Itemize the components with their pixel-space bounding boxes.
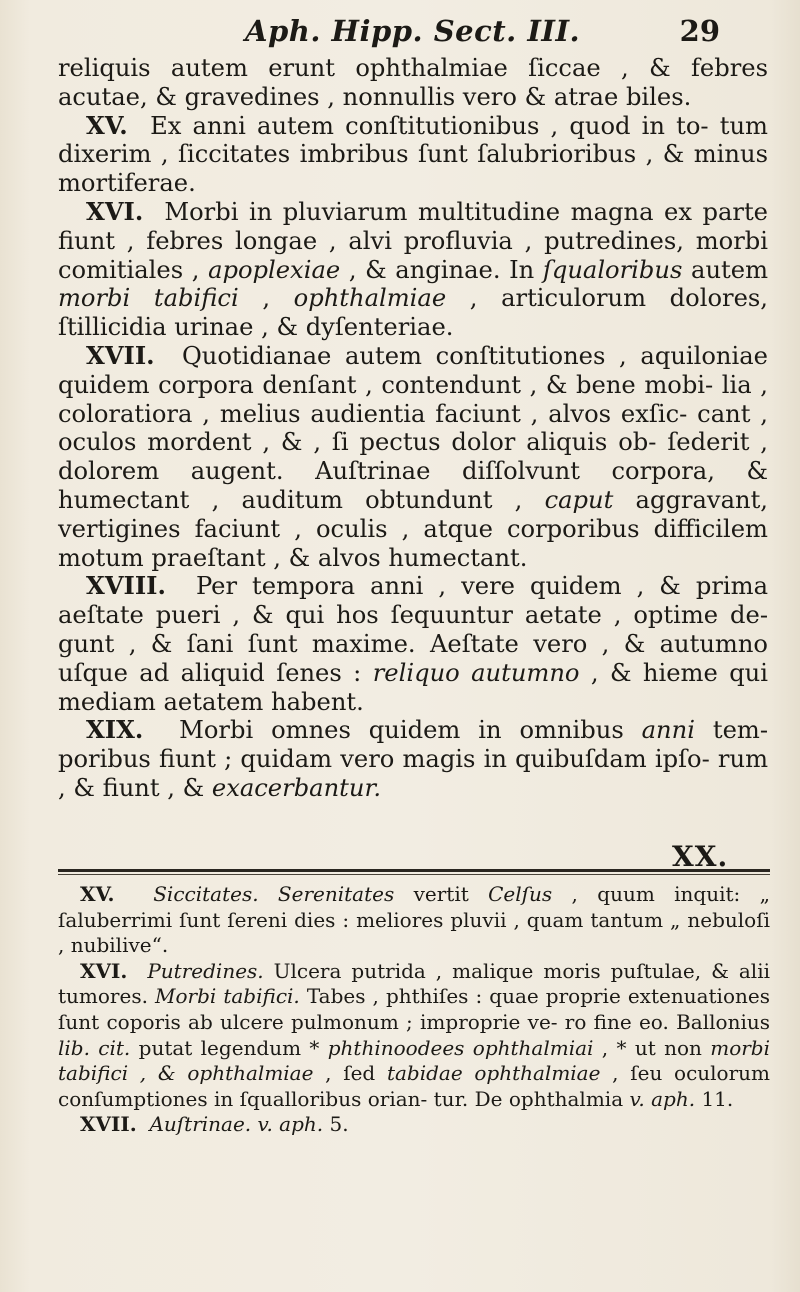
paragraph-xiv-end: reliquis autem erunt ophthalmiae ſiccae , & febres acutae, & gravedines , nonnullis vero & atrae biles.	[58, 54, 768, 111]
main-text	[58, 54, 768, 803]
aphorism-number: XIX.	[86, 715, 144, 745]
page-header	[245, 14, 720, 54]
note-number: XV.	[80, 882, 115, 906]
aphorism-number: XVIII.	[86, 571, 166, 601]
aphorism-number: XV.	[86, 110, 128, 140]
aphorism-xviii: XVIII. Per tempora anni , vere quidem , & prima aeſtate pueri , & qui hos ſequuntur aetate , optime de- gunt , & ſani ſunt maxime. Aeſtate vero , & autumno uſque ad aliquid ſenes : reliquo autumno , & hieme qui mediam aetatem habent.	[58, 571, 768, 716]
commentary-notes	[58, 882, 770, 1138]
footnote-divider	[58, 869, 770, 872]
aphorism-xv: XV. Ex anni autem conſtitutionibus , quod in to- tum dixerim , ſiccitates imbribus ſunt ſalubrioribus , & minus mortiferae.	[58, 110, 768, 198]
aphorism-number: XVII.	[86, 340, 155, 370]
note-number: XVII.	[80, 1112, 137, 1137]
catchword: XX.	[672, 840, 729, 873]
note-xvi: XVI. Putredines. Ulcera putrida , malique moris puſtulae, & alii tumores. Morbi tabifici. Tabes , phthiſes : quae proprie extenuationes ſunt coporis ab ulcere pulmonum ; improprie ve- ro fine eo. Ballonius lib. cit. putat legendum * phthinoodees ophthalmiai , * ut non morbi tabifici , & ophthalmiae , ſed tabidae ophthalmiae , ſeu oculorum conſumptiones in ſqualloribus orian- tur. De ophthalmia v. aph. 11.	[58, 958, 770, 1111]
note-xvii: XVII. Auſtrinae. v. aph. 5.	[80, 1112, 349, 1137]
aphorism-xvi: XVI. Morbi in pluviarum multitudine magna ex parte fiunt , febres longae , alvi profluvia , putredines, morbi comitiales , apoplexiae , & anginae. In ſqualoribus autem morbi tabifici , ophthalmiae , articulorum dolores, ſtillicidia urinae , & dyſenteriae.	[58, 196, 768, 342]
footnote-divider-thin	[58, 874, 770, 875]
aphorism-xix: XIX. Morbi omnes quidem in omnibus anni tem- poribus fiunt ; quidam vero magis in quibuſdam ipſo- rum , & fiunt , & exacerbantur.	[58, 715, 768, 802]
note-number: XVI.	[80, 958, 128, 983]
note-xv: XV. Siccitates. Serenitates vertit Celſus , quum inquit: „ ſaluberrimi ſunt ſereni dies : meliores pluvii , quam tantum „ nebuloſi , nubilive“.	[58, 882, 770, 958]
page-number: 29	[679, 14, 720, 48]
running-title: Aph. Hipp. Sect. III.	[245, 14, 581, 48]
aphorism-xvii: XVII. Quotidianae autem conſtitutiones , aquiloniae quidem corpora denſant , contendunt , & bene mobi- lia , coloratiora , melius audientia faciunt , alvos exſic- cant , oculos mordent , & , ſi pectus dolor aliquis ob- ſederit , dolorem augent. Auſtrinae diſſolvunt corpora, & humectant , auditum obtundunt , caput aggravant, vertigines faciunt , oculis , atque corporibus difficilem motum praeſtant , & alvos humectant.	[58, 340, 768, 572]
aphorism-number: XVI.	[86, 196, 144, 226]
